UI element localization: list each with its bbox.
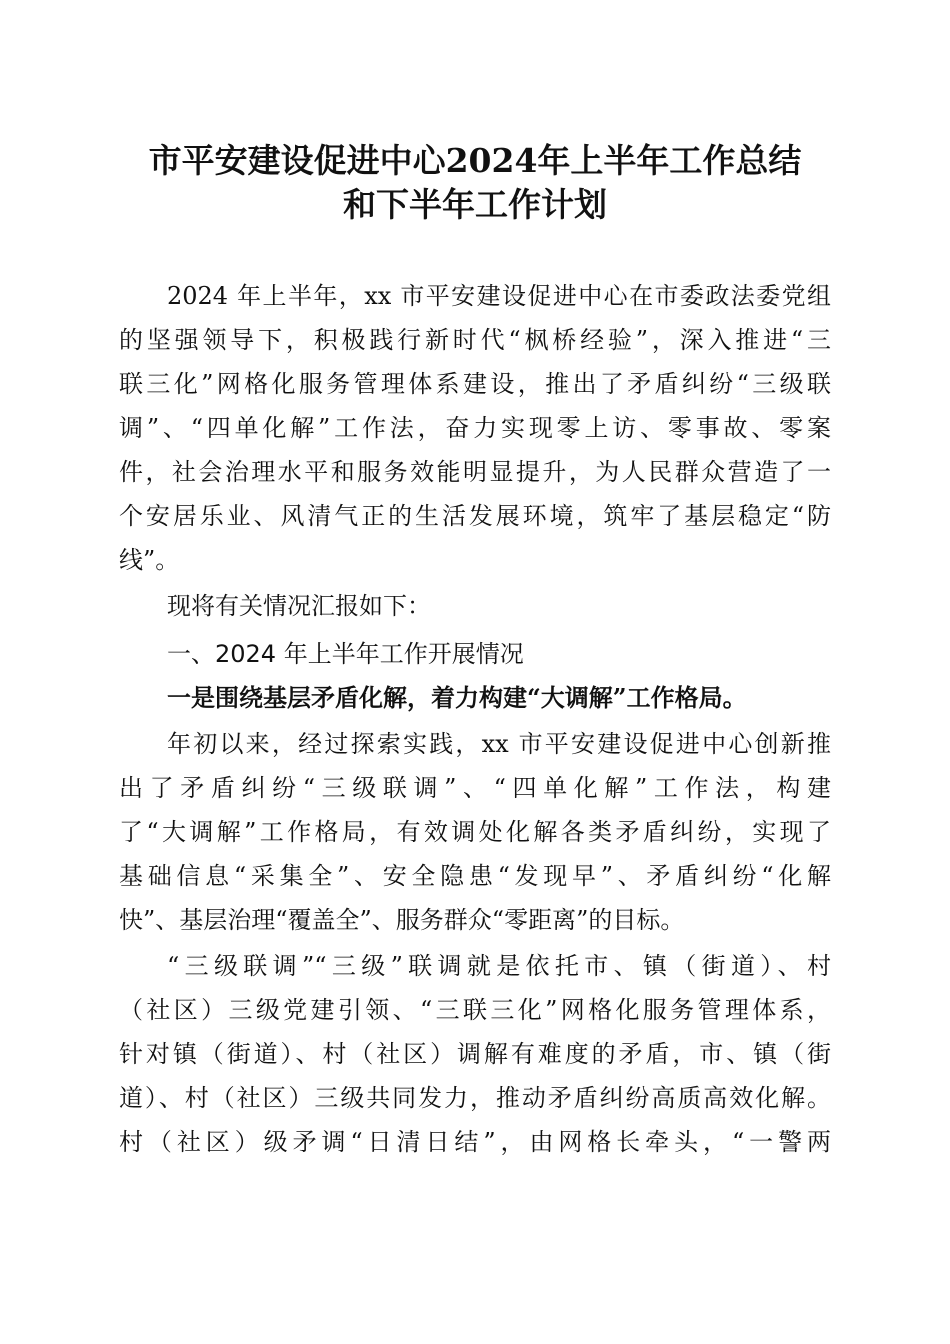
paragraph-line: 道）、村（社区）三级共同发力，推动矛盾纠纷高质高效化解。 [119, 1084, 831, 1112]
paragraph-line: 的坚强领导下，积极践行新时代“枫桥经验”，深入推进“三 [119, 326, 831, 354]
paragraph-line: 村（社区）级矛调“日清日结”，由网格长牵头，“一警两 [119, 1128, 831, 1156]
paragraph-line: 了“大调解”工作格局，有效调处化解各类矛盾纠纷，实现了 [119, 818, 831, 846]
paragraph-line: 线”。 [119, 546, 180, 574]
paragraph-line: 快”、基层治理“覆盖全”、服务群众“零距离”的目标。 [119, 906, 685, 934]
paragraph-line: 年初以来，经过探索实践，xx 市平安建设促进中心创新推 [167, 730, 831, 758]
document-title-line-2: 和下半年工作计划 [343, 185, 607, 224]
paragraph-line: 联三化”网格化服务管理体系建设，推出了矛盾纠纷“三级联 [119, 370, 831, 398]
document-title-line-1: 市平安建设促进中心2024年上半年工作总结 [148, 141, 802, 180]
paragraph-line: 件，社会治理水平和服务效能明显提升，为人民群众营造了一 [119, 458, 831, 486]
paragraph-line: 调”、“四单化解”工作法，奋力实现零上访、零事故、零案 [119, 414, 831, 442]
paragraph-line: 基础信息“采集全”、安全隐患“发现早”、矛盾纠纷“化解 [119, 862, 831, 890]
paragraph-line: （社区）三级党建引领、“三联三化”网格化服务管理体系， [119, 996, 831, 1024]
paragraph-line: “三级联调”“三级”联调就是依托市、镇（街道）、村 [167, 952, 831, 980]
paragraph-line: 出了矛盾纠纷“三级联调”、“四单化解”工作法，构建 [119, 774, 831, 802]
section-subheading: 一是围绕基层矛盾化解，着力构建“大调解”工作格局。 [167, 683, 747, 712]
paragraph-line: 2024 年上半年，xx 市平安建设促进中心在市委政法委党组 [167, 282, 831, 310]
paragraph-line: 现将有关情况汇报如下： [167, 592, 431, 620]
section-heading: 一、2024 年上半年工作开展情况 [167, 640, 524, 668]
paragraph-line: 针对镇（街道）、村（社区）调解有难度的矛盾，市、镇（街 [119, 1040, 831, 1068]
paragraph-line: 个安居乐业、风清气正的生活发展环境，筑牢了基层稳定“防 [119, 502, 831, 530]
